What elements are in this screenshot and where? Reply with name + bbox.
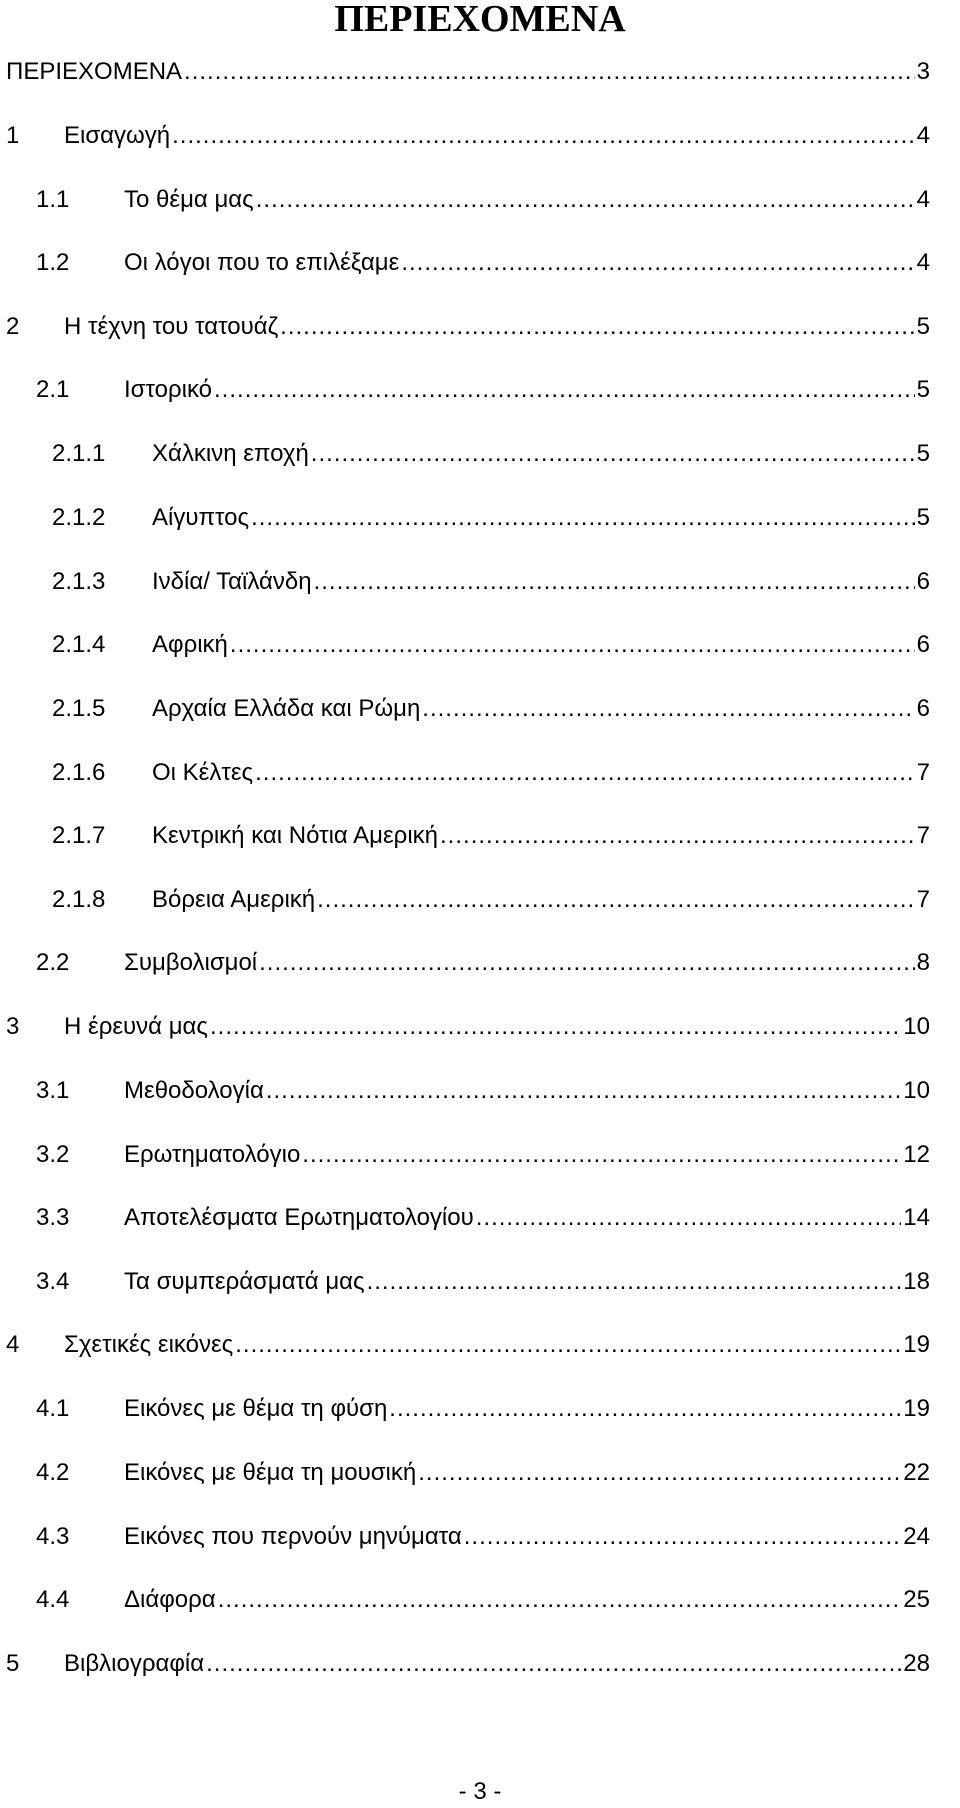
dot-leader — [317, 886, 915, 914]
dot-leader — [214, 376, 915, 404]
toc-entry[interactable] — [6, 625, 930, 665]
dot-leader — [401, 249, 914, 277]
toc-entry-number: 2.1.1 — [52, 440, 106, 467]
toc-entry-number: 2.1.5 — [52, 695, 106, 722]
toc-entry-number: 4.1 — [36, 1395, 70, 1422]
dot-leader — [256, 186, 915, 214]
toc-entry-title: Αποτελέσματα Ερωτηματολογίου — [124, 1204, 474, 1231]
toc-entry[interactable] — [6, 562, 930, 602]
toc-entry-number: 2 — [6, 313, 20, 340]
toc-entry-number: 2.1.8 — [52, 886, 106, 913]
toc-entry-page: 3 — [916, 58, 930, 85]
toc-entry[interactable] — [6, 116, 930, 156]
toc-entry-number: 5 — [6, 1650, 20, 1677]
toc-entry-page: 5 — [916, 376, 930, 403]
toc-entry-number: 2.2 — [36, 949, 70, 976]
dot-leader — [235, 1331, 901, 1359]
dot-leader — [210, 1013, 901, 1041]
dot-leader — [367, 1268, 902, 1296]
toc-entry-title: Βόρεια Αμερική — [152, 886, 316, 913]
toc-entry-number: 2.1.2 — [52, 504, 106, 531]
toc-entry[interactable] — [6, 434, 930, 474]
dot-leader — [259, 949, 915, 977]
toc-entry-page: 10 — [903, 1013, 930, 1040]
page-title: ΠΕΡΙΕΧΟΜΕΝΑ — [334, 0, 626, 40]
toc-entry-page: 4 — [916, 122, 930, 149]
toc-entry[interactable] — [6, 1198, 930, 1238]
toc-entry-title: Σχετικές εικόνες — [64, 1331, 234, 1358]
toc-entry-page: 28 — [903, 1650, 930, 1677]
toc-entry-title: Αφρική — [152, 631, 228, 658]
toc-entry[interactable] — [6, 1453, 930, 1493]
toc-entry-title: Αρχαία Ελλάδα και Ρώμη — [152, 695, 421, 722]
toc-entry-page: 19 — [903, 1395, 930, 1422]
dot-leader — [422, 695, 914, 723]
toc-entry-number: 3.3 — [36, 1204, 70, 1231]
toc-entry-page: 6 — [916, 631, 930, 658]
toc-entry-page: 7 — [916, 759, 930, 786]
toc-entry-title: Οι Κέλτες — [152, 759, 254, 786]
dot-leader — [389, 1395, 901, 1423]
dot-leader — [440, 822, 915, 850]
toc-entry[interactable] — [6, 180, 930, 220]
toc-entry-page: 6 — [916, 695, 930, 722]
toc-entry-page: 4 — [916, 186, 930, 213]
toc-entry[interactable] — [6, 52, 930, 92]
toc-entry[interactable] — [6, 1071, 930, 1111]
toc-entry-title: Τα συμπεράσματά μας — [124, 1268, 365, 1295]
toc-entry-number: 3.1 — [36, 1077, 70, 1104]
toc-entry-number: 4.3 — [36, 1523, 70, 1550]
dot-leader — [280, 313, 914, 341]
toc-entry-number: 1.2 — [36, 249, 70, 276]
toc-entry[interactable] — [6, 243, 930, 283]
toc-entry[interactable] — [6, 370, 930, 410]
toc-entry-title: Η έρευνά μας — [64, 1013, 208, 1040]
toc-entry-title: Εισαγωγή — [64, 122, 171, 149]
toc-entry-title: Βιβλιογραφία — [64, 1650, 205, 1677]
toc-entry-number: 4.2 — [36, 1459, 70, 1486]
toc-entry[interactable] — [6, 1580, 930, 1620]
toc-entry-title: Μεθοδολογία — [124, 1077, 264, 1104]
dot-leader — [311, 440, 915, 468]
toc-entry-page: 5 — [916, 440, 930, 467]
toc-entry[interactable] — [6, 1517, 930, 1557]
toc-entry-page: 6 — [916, 568, 930, 595]
toc-entry-title: Κεντρική και Νότια Αμερική — [152, 822, 439, 849]
page-number-footer: - 3 - — [458, 1778, 502, 1805]
toc-entry-page: 5 — [916, 313, 930, 340]
toc-entry[interactable] — [6, 1325, 930, 1365]
toc-entry-number: 2.1.4 — [52, 631, 106, 658]
toc-entry-title: Ιστορικό — [124, 376, 213, 403]
dot-leader — [172, 122, 915, 150]
toc-entry[interactable] — [6, 816, 930, 856]
toc-entry-page: 19 — [903, 1331, 930, 1358]
toc-entry-title: Εικόνες με θέμα τη μουσική — [124, 1459, 417, 1486]
dot-leader — [218, 1586, 902, 1614]
toc-entry-title: Αίγυπτος — [152, 504, 250, 531]
toc-entry-title: Εικόνες με θέμα τη φύση — [124, 1395, 388, 1422]
toc-entry-number: 1 — [6, 122, 20, 149]
toc-entry-page: 14 — [903, 1204, 930, 1231]
toc-entry[interactable] — [6, 307, 930, 347]
toc-entry-number: 2.1.3 — [52, 568, 106, 595]
dot-leader — [476, 1204, 902, 1232]
toc-entry-page: 18 — [903, 1268, 930, 1295]
toc-entry-title: Συμβολισμοί — [124, 949, 258, 976]
toc-entry-title: Το θέμα μας — [124, 186, 254, 213]
toc-entry-title: ΠΕΡΙΕΧΟΜΕΝΑ — [6, 58, 183, 85]
toc-entry[interactable] — [6, 1644, 930, 1684]
toc-entry-page: 7 — [916, 822, 930, 849]
toc-entry-page: 5 — [916, 504, 930, 531]
toc-entry-number: 2.1.7 — [52, 822, 106, 849]
toc-entry-page: 10 — [903, 1077, 930, 1104]
dot-leader — [314, 568, 915, 596]
dot-leader — [255, 759, 915, 787]
toc-entry-title: Η τέχνη του τατουάζ — [64, 313, 279, 340]
toc-entry-number: 3 — [6, 1013, 20, 1040]
toc-entry-number: 1.1 — [36, 186, 70, 213]
toc-entry[interactable] — [6, 1262, 930, 1302]
toc-entry[interactable] — [6, 753, 930, 793]
toc-entry[interactable] — [6, 689, 930, 729]
toc-entry-number: 2.1 — [36, 376, 70, 403]
toc-entry-title: Ινδία/ Ταϊλάνδη — [152, 568, 312, 595]
toc-entry-page: 4 — [916, 249, 930, 276]
toc-entry-number: 3.4 — [36, 1268, 70, 1295]
toc-entry-title: Εικόνες που περνούν μηνύματα — [124, 1523, 462, 1550]
dot-leader — [206, 1650, 901, 1678]
toc-entry-number: 2.1.6 — [52, 759, 106, 786]
toc-entry[interactable] — [6, 880, 930, 920]
dot-leader — [230, 631, 915, 659]
toc-entry-page: 22 — [903, 1459, 930, 1486]
toc-entry-page: 8 — [916, 949, 930, 976]
toc-entry[interactable] — [6, 1135, 930, 1175]
toc-entry[interactable] — [6, 1007, 930, 1047]
dot-leader — [464, 1523, 902, 1551]
toc-entry-number: 4.4 — [36, 1586, 70, 1613]
toc-entry-page: 25 — [903, 1586, 930, 1613]
dot-leader — [251, 504, 915, 532]
toc-entry-title: Διάφορα — [124, 1586, 216, 1613]
toc-entry-page: 12 — [903, 1141, 930, 1168]
dot-leader — [418, 1459, 901, 1487]
toc-entry-number: 3.2 — [36, 1141, 70, 1168]
toc-entry-page: 24 — [903, 1523, 930, 1550]
dot-leader — [184, 58, 915, 86]
toc-entry-title: Οι λόγοι που το επιλέξαμε — [124, 249, 400, 276]
toc-entry[interactable] — [6, 943, 930, 983]
toc-entry[interactable] — [6, 1389, 930, 1429]
toc-entry-title: Ερωτηματολόγιο — [124, 1141, 301, 1168]
toc-entry-title: Χάλκινη εποχή — [152, 440, 309, 467]
toc-entry[interactable] — [6, 498, 930, 538]
dot-leader — [302, 1141, 901, 1169]
toc-entry-number: 4 — [6, 1331, 20, 1358]
toc-entry-page: 7 — [916, 886, 930, 913]
dot-leader — [266, 1077, 901, 1105]
